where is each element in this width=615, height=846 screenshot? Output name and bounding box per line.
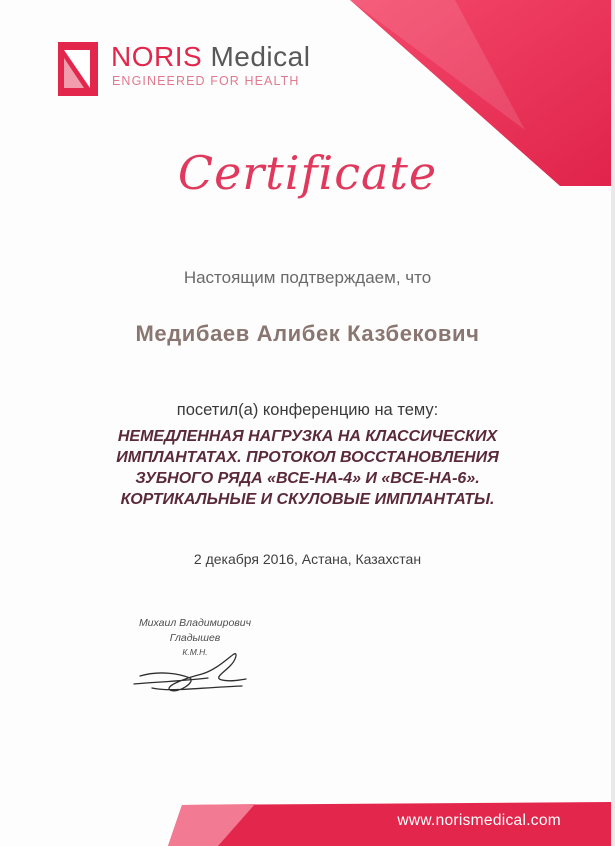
handwritten-signature (130, 648, 250, 698)
signer-degree: К.М.Н. (182, 647, 208, 657)
logo-product: Medical (202, 41, 311, 72)
logo-brand: NORIS (111, 41, 203, 72)
website-url[interactable]: www.norismedical.com (397, 812, 561, 829)
confirmation-text: Настоящим подтверждаем, что (183, 268, 432, 287)
topic-line: ЗУБНОГО РЯДА «ВСЕ-НА-4» И «ВСЕ-НА-6». (135, 470, 480, 487)
logo-tagline: ENGINEERED FOR HEALTH (112, 74, 300, 88)
signer-first-name: Михаил Владимирович (138, 617, 252, 629)
topic-line: ИМПЛАНТАТАХ. ПРОТОКОЛ ВОССТАНОВЛЕНИЯ (116, 449, 499, 466)
noris-logo-icon (58, 40, 98, 96)
topic-line: НЕМЕДЛЕННАЯ НАГРУЗКА НА КЛАССИЧЕСКИХ (117, 428, 498, 445)
conference-topic (40, 426, 575, 510)
signer-last-name: Гладышев (169, 632, 221, 644)
noris-medical-logo (58, 40, 358, 96)
topic-line: КОРТИКАЛЬНЫЕ И СКУЛОВЫЕ ИМПЛАНТАТЫ. (120, 491, 495, 508)
attended-text: посетил(а) конференцию на тему: (176, 401, 439, 419)
recipient-name: Медибаев Алибек Казбекович (135, 321, 480, 346)
logo-wordmark (111, 40, 310, 74)
certificate-title: Certificate (177, 146, 438, 200)
date-and-place: 2 декабря 2016, Астана, Казахстан (193, 551, 422, 567)
